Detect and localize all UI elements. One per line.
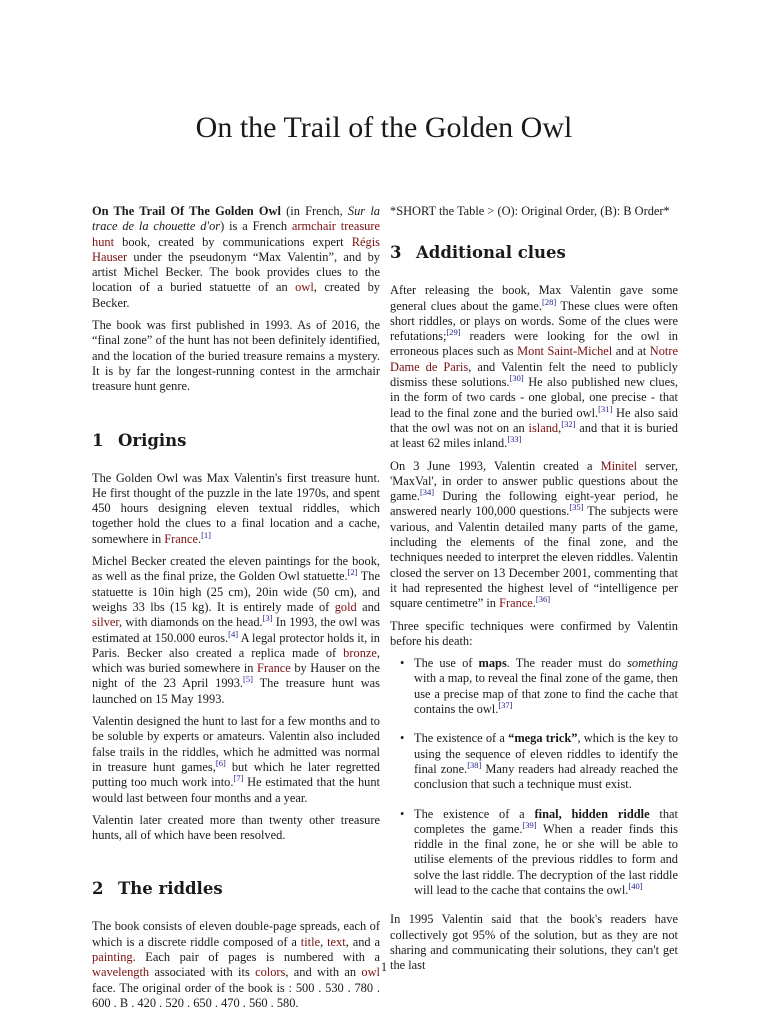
text: , and Valentin felt the need to publicly dismiss these solutions. bbox=[390, 359, 678, 390]
intro-paragraph bbox=[92, 204, 380, 311]
link-owl[interactable]: owl bbox=[361, 965, 380, 980]
text: and bbox=[356, 599, 380, 614]
text: and at bbox=[612, 344, 650, 359]
table-note: *SHORT the Table > (O): Original Order, (B): B Order* bbox=[390, 204, 670, 218]
link-mont-saint-michel[interactable]: Mont Saint-Michel bbox=[517, 344, 613, 359]
bullet-icon: • bbox=[400, 806, 405, 821]
text: He also said that the owl was not on an bbox=[390, 405, 678, 435]
link-bronze[interactable]: bronze bbox=[343, 645, 377, 660]
origins-paragraph-4: Valentin later created more than twenty other treasure hunts, all of which have been resolved. bbox=[92, 812, 380, 843]
bold-term: final, hidden riddle bbox=[534, 806, 650, 821]
link-france[interactable]: France bbox=[499, 596, 533, 611]
text: The statuette is 10in high (25 cm), 20in wide (50 cm), and weighs 33 lbs (15 kg). It is entirely made of bbox=[92, 569, 380, 614]
bold-term: maps bbox=[478, 656, 507, 671]
citation-ref[interactable]: [28] bbox=[542, 296, 557, 307]
text: , and with an bbox=[285, 965, 362, 980]
text: In 1993, the owl was estimated at 150.000 euros. bbox=[92, 615, 380, 645]
text: book, created by communications expert bbox=[114, 234, 352, 249]
text: . bbox=[197, 531, 202, 546]
section-number: 2 bbox=[92, 879, 104, 899]
text: A legal protector holds it, in Paris. Becker also created a replica made of bbox=[92, 630, 380, 660]
clues-paragraph-2 bbox=[390, 459, 678, 612]
text: but which he later regretted putting too much work into. bbox=[92, 759, 380, 790]
text: that completes the game. bbox=[414, 806, 678, 836]
section-number: 3 bbox=[390, 243, 402, 263]
text: readers were looking for the owl in erroneous places such as bbox=[390, 329, 678, 359]
text: These clues were often short riddles, or plays on words. Some of the clues were refutations; bbox=[390, 298, 679, 344]
citation-ref[interactable]: [36] bbox=[535, 594, 551, 605]
citation-ref[interactable]: [37] bbox=[498, 699, 513, 710]
text: The existence of a bbox=[414, 731, 509, 746]
text: He estimated that the hunt would last between four months and a year. bbox=[92, 775, 380, 805]
link-island[interactable]: island bbox=[528, 420, 559, 435]
right-column bbox=[390, 204, 678, 980]
text: under the pseudonym “Max Valentin”, and by artist Michel Becker. The book provides clues to the location of a buried statuette of an bbox=[92, 249, 380, 295]
text: Many readers had already reached the conclusion that such a technique must exist. bbox=[414, 761, 678, 792]
citation-ref[interactable]: [30] bbox=[509, 372, 524, 383]
citation-ref[interactable]: [1] bbox=[201, 529, 212, 540]
citation-ref[interactable]: [6] bbox=[215, 757, 226, 768]
citation-ref[interactable]: [39] bbox=[522, 819, 537, 830]
link-silver[interactable]: silver bbox=[92, 615, 120, 630]
link-minitel[interactable]: Minitel bbox=[600, 458, 638, 473]
link-painting[interactable]: painting bbox=[92, 949, 133, 964]
history-paragraph: The book was first published in 1993. As of 2016, the “final zone” of the hunt has not been definitely identified, and the location of the buried treasure remains a mystery. It is by far the longest-running contest in the armchair treasure hunt genre. bbox=[92, 318, 380, 394]
link-owl[interactable]: owl bbox=[295, 280, 314, 295]
link-colors[interactable]: colors bbox=[255, 965, 286, 980]
techniques-list bbox=[390, 656, 678, 898]
page-number: 1 bbox=[380, 960, 388, 974]
text: The subjects were various, and Valentin detailed many parts of the game, including the elements of the final zone, and the techniques needed to interpret the eleven riddles. Valentin closed the server on 13 December 2001, commenting that it had represented the highest level of “intelligence per square centimetre” in bbox=[390, 504, 678, 611]
citation-ref[interactable]: [4] bbox=[228, 628, 239, 639]
text: During the following eight-year period, he answered nearly 100,000 questions. bbox=[390, 489, 678, 519]
text: . The reader must do bbox=[506, 656, 628, 671]
text: The existence of a bbox=[414, 806, 535, 821]
text: When a reader finds this riddle in the final zone, he or she will be able to utilise elements of the previous riddles to form and solve the last riddle. The decryption of the last riddle will lead to the cache that contains the owl. bbox=[414, 821, 678, 897]
citation-ref[interactable]: [29] bbox=[446, 327, 461, 338]
clues-paragraph-4: In 1995 Valentin said that the book's readers have collectively got 95% of the solution, but as they are not sharing and communicating their solutions, they can't get the last bbox=[390, 912, 678, 973]
citation-ref[interactable]: [33] bbox=[507, 434, 522, 445]
text: with a map, to reveal the final zone of the game, then use a precise map of that zone to find the cache that contains the owl. bbox=[414, 671, 678, 717]
link-title[interactable]: title bbox=[300, 934, 321, 949]
text: Valentin designed the hunt to last for a few months and to be soluble by experts or amateurs. Valentin also included false trails in the riddles, which he admitted was normal in treasure hunt games, bbox=[92, 714, 380, 774]
left-column bbox=[92, 204, 380, 1018]
text: Michel Becker created the eleven paintings for the book, as well as the final prize, the Golden Owl statuette. bbox=[92, 554, 380, 584]
section-heading-additional-clues bbox=[390, 243, 678, 263]
article-subject: On The Trail Of The Golden Owl bbox=[92, 204, 281, 218]
citation-ref[interactable]: [32] bbox=[561, 418, 576, 429]
text: He also published new clues, in the form of two cards - one global, one precise - that lead to the final zone and the buried owl. bbox=[390, 375, 678, 420]
link-notre-dame[interactable]: Notre Dame de Paris bbox=[390, 344, 678, 374]
text: and that it is buried at least 62 miles inland. bbox=[390, 420, 678, 451]
list-item bbox=[400, 731, 678, 792]
text: ) is a French bbox=[220, 219, 292, 234]
text: , with diamonds on the head. bbox=[119, 615, 263, 630]
text: face. The original order of the book is : 500 . 530 . 780 . 600 . B . 420 . 520 . 650 . 470 . 560 . 580. bbox=[92, 980, 380, 1010]
link-gold[interactable]: gold bbox=[334, 599, 357, 614]
section-heading-riddles bbox=[92, 879, 380, 899]
citation-ref[interactable]: [40] bbox=[628, 880, 643, 891]
section-title: Origins bbox=[118, 430, 187, 450]
text: server, 'MaxVal', in order to answer public questions about the game. bbox=[390, 458, 678, 504]
text: On 3 June 1993, Valentin created a bbox=[390, 458, 601, 473]
link-france[interactable]: France bbox=[164, 531, 198, 546]
text: (in French, bbox=[280, 204, 348, 218]
link-wavelength[interactable]: wavelength bbox=[92, 965, 150, 980]
italic-term: something bbox=[627, 656, 678, 671]
link-france[interactable]: France bbox=[257, 661, 291, 676]
french-title: Sur la trace de la chouette d'or bbox=[92, 204, 380, 234]
text: by Hauser on the night of the 23 April 1993. bbox=[92, 661, 380, 691]
page-title: On the Trail of the Golden Owl bbox=[195, 111, 573, 144]
bold-term: “mega trick” bbox=[508, 731, 578, 746]
clues-paragraph-3: Three specific techniques were confirmed by Valentin before his death: bbox=[390, 618, 678, 648]
section-title: Additional clues bbox=[416, 243, 566, 263]
list-item bbox=[400, 806, 678, 899]
text: , bbox=[320, 934, 328, 949]
text: , which is the key to using the sequence of eleven riddles to identify the final zone. bbox=[414, 731, 678, 776]
citation-ref[interactable]: [31] bbox=[598, 403, 613, 414]
clues-paragraph-1 bbox=[390, 283, 678, 451]
section-heading-origins bbox=[92, 431, 380, 451]
text: After releasing the book, Max Valentin gave some general clues about the game. bbox=[390, 283, 678, 313]
text: , which was buried somewhere in bbox=[92, 645, 380, 676]
text: The Golden Owl was Max Valentin's first treasure hunt. He first thought of the puzzle in the late 1970s, and spent 450 hours designing eleven textual riddles, which together hold the clues to a final location and a cache, somewhere in bbox=[92, 470, 380, 546]
citation-ref[interactable]: [7] bbox=[233, 773, 244, 784]
text: , created by Becker. bbox=[92, 280, 381, 310]
citation-ref[interactable]: [2] bbox=[347, 567, 358, 578]
link-regis-hauser[interactable]: Régis Hauser bbox=[92, 234, 380, 264]
text: , and a bbox=[345, 934, 380, 949]
text: associated with its bbox=[149, 965, 256, 980]
origins-paragraph-3 bbox=[92, 714, 380, 806]
link-text[interactable]: text bbox=[327, 934, 346, 949]
section-title: The riddles bbox=[118, 879, 223, 899]
citation-ref[interactable]: [35] bbox=[569, 502, 584, 513]
text: . Each pair of pages is numbered with a bbox=[132, 949, 380, 964]
link-armchair-treasure-hunt[interactable]: armchair treasure hunt bbox=[92, 219, 380, 249]
citation-ref[interactable]: [5] bbox=[243, 674, 253, 685]
text: . bbox=[532, 596, 536, 611]
bullet-icon: • bbox=[400, 656, 405, 671]
text: The book consists of eleven double-page spreads, each of which is a discrete riddle composed of a bbox=[92, 919, 380, 949]
section-number: 1 bbox=[92, 430, 104, 450]
text: The treasure hunt was launched on 15 May 1993. bbox=[92, 676, 380, 706]
origins-paragraph-1 bbox=[92, 471, 380, 547]
text: The use of bbox=[414, 656, 479, 671]
citation-ref[interactable]: [38] bbox=[467, 759, 482, 770]
bullet-icon: • bbox=[400, 731, 405, 746]
citation-ref[interactable]: [3] bbox=[262, 613, 273, 624]
citation-ref[interactable]: [34] bbox=[419, 487, 435, 498]
origins-paragraph-2 bbox=[92, 554, 380, 707]
text: , bbox=[558, 420, 562, 435]
list-item bbox=[400, 656, 678, 717]
